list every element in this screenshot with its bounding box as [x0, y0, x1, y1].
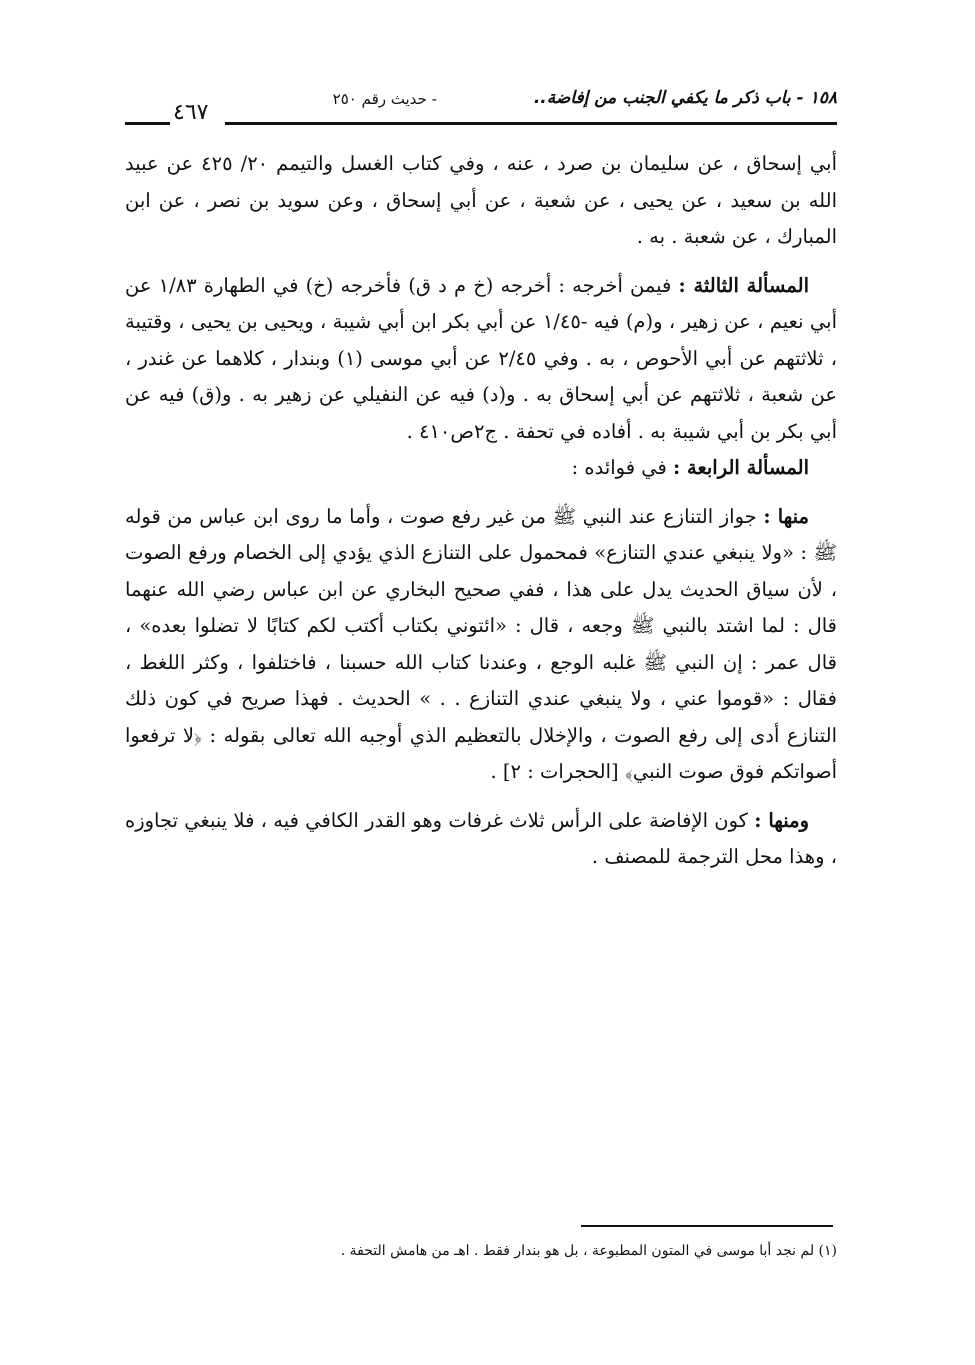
section-label: ومنها :: [754, 808, 809, 832]
section-label: منها :: [763, 504, 809, 528]
section-label: المسألة الثالثة :: [678, 273, 810, 297]
header-rule-short: [125, 122, 170, 125]
hadith-number: - حديث رقم ٢٥٠: [332, 90, 437, 108]
footnote: (١) لم نجد أبا موسى في المتون المطبوعة ، بل هو بندار فقط . اهـ من هامش التحفة .: [340, 1243, 837, 1259]
paragraph-benefit-one: [125, 499, 837, 791]
main-text: [125, 146, 837, 876]
page-header: [125, 82, 837, 126]
paragraph-text: في فوائده :: [571, 456, 667, 479]
header-rule: [225, 122, 837, 125]
paragraph-text: كون الإفاضة على الرأس ثلاث غرفات وهو القدر الكافي فيه ، فلا ينبغي تجاوزه ، وهذا محل الترجمة للمصنف .: [125, 808, 837, 868]
paragraph-text: جواز التنازع عند النبي ﷺ من غير رفع صوت ، وأما ما روى ابن عباس من قوله ﷺ : «ولا ينبغي عندي التنازع» فمحمول على التنازع الذي يؤدي إلى الخصام ورفع الصوت ، لأن سياق الحديث يدل على هذا ، ففي صحيح البخاري عن ابن عباس رضي الله عنهما قال : لما اشتد بالنبي ﷺ وجعه ، قال : «ائتوني بكتاب أكتب لكم كتابًا لا تضلوا بعده» ، قال عمر : إن النبي ﷺ غلبه الوجع ، وعندنا كتاب الله حسبنا ، فاختلفوا ، وكثر اللغط ، فقال : «قوموا عني ، ولا ينبغي عندي التنازع . . » الحديث . فهذا صريح في كون ذلك التنازع أدى إلى رفع الصوت ، والإخلال بالتعظيم الذي أوجبه الله تعالى بقوله : ﴿لا ترفعوا أصواتكم فوق صوت النبي﴾ [الحجرات : ٢] .: [125, 504, 837, 783]
paragraph-third-issue: [125, 268, 837, 451]
paragraph-text: فيمن أخرجه : أخرجه (خ م د ق) فأخرجه (خ) في الطهارة ١/٨٣ عن أبي نعيم ، عن زهير ، و(م) فيه -١/٤٥ عن أبي بكر ابن أبي شيبة ، ويحيى بن يحيى ، وقتيبة ، ثلاثتهم عن أبي الأحوص ، به . وفي ٢/٤٥ عن أبي موسى (١) وبندار ، كلاهما عن غندر ، عن شعبة ، ثلاثتهم عن أبي إسحاق به . و(د) فيه عن النفيلي عن زهير به . و(ق) فيه عن أبي بكر بن أبي شيبة به . أفاده في تحفة . ج٢ص٤١٠ .: [125, 273, 837, 443]
chapter-title: ١٥٨ - باب ذكر ما يكفي الجنب من إفاضة..: [533, 88, 837, 108]
section-label: المسألة الرابعة :: [673, 456, 809, 479]
paragraph-benefit-two: [125, 803, 837, 876]
footnote-separator: [581, 1225, 833, 1227]
paragraph-fourth-issue: [125, 450, 837, 487]
paragraph-text: أبي إسحاق ، عن سليمان بن صرد ، عنه ، وفي كتاب الغسل والتيمم ٢٠/ ٤٢٥ عن عبيد الله بن سعيد ، عن يحيى ، عن شعبة ، عن أبي إسحاق ، وعن سويد بن نصر ، عن ابن المبارك ، عن شعبة . به .: [125, 152, 837, 248]
paragraph-continuation: [125, 146, 837, 256]
page-number: ٤٦٧: [173, 100, 209, 125]
